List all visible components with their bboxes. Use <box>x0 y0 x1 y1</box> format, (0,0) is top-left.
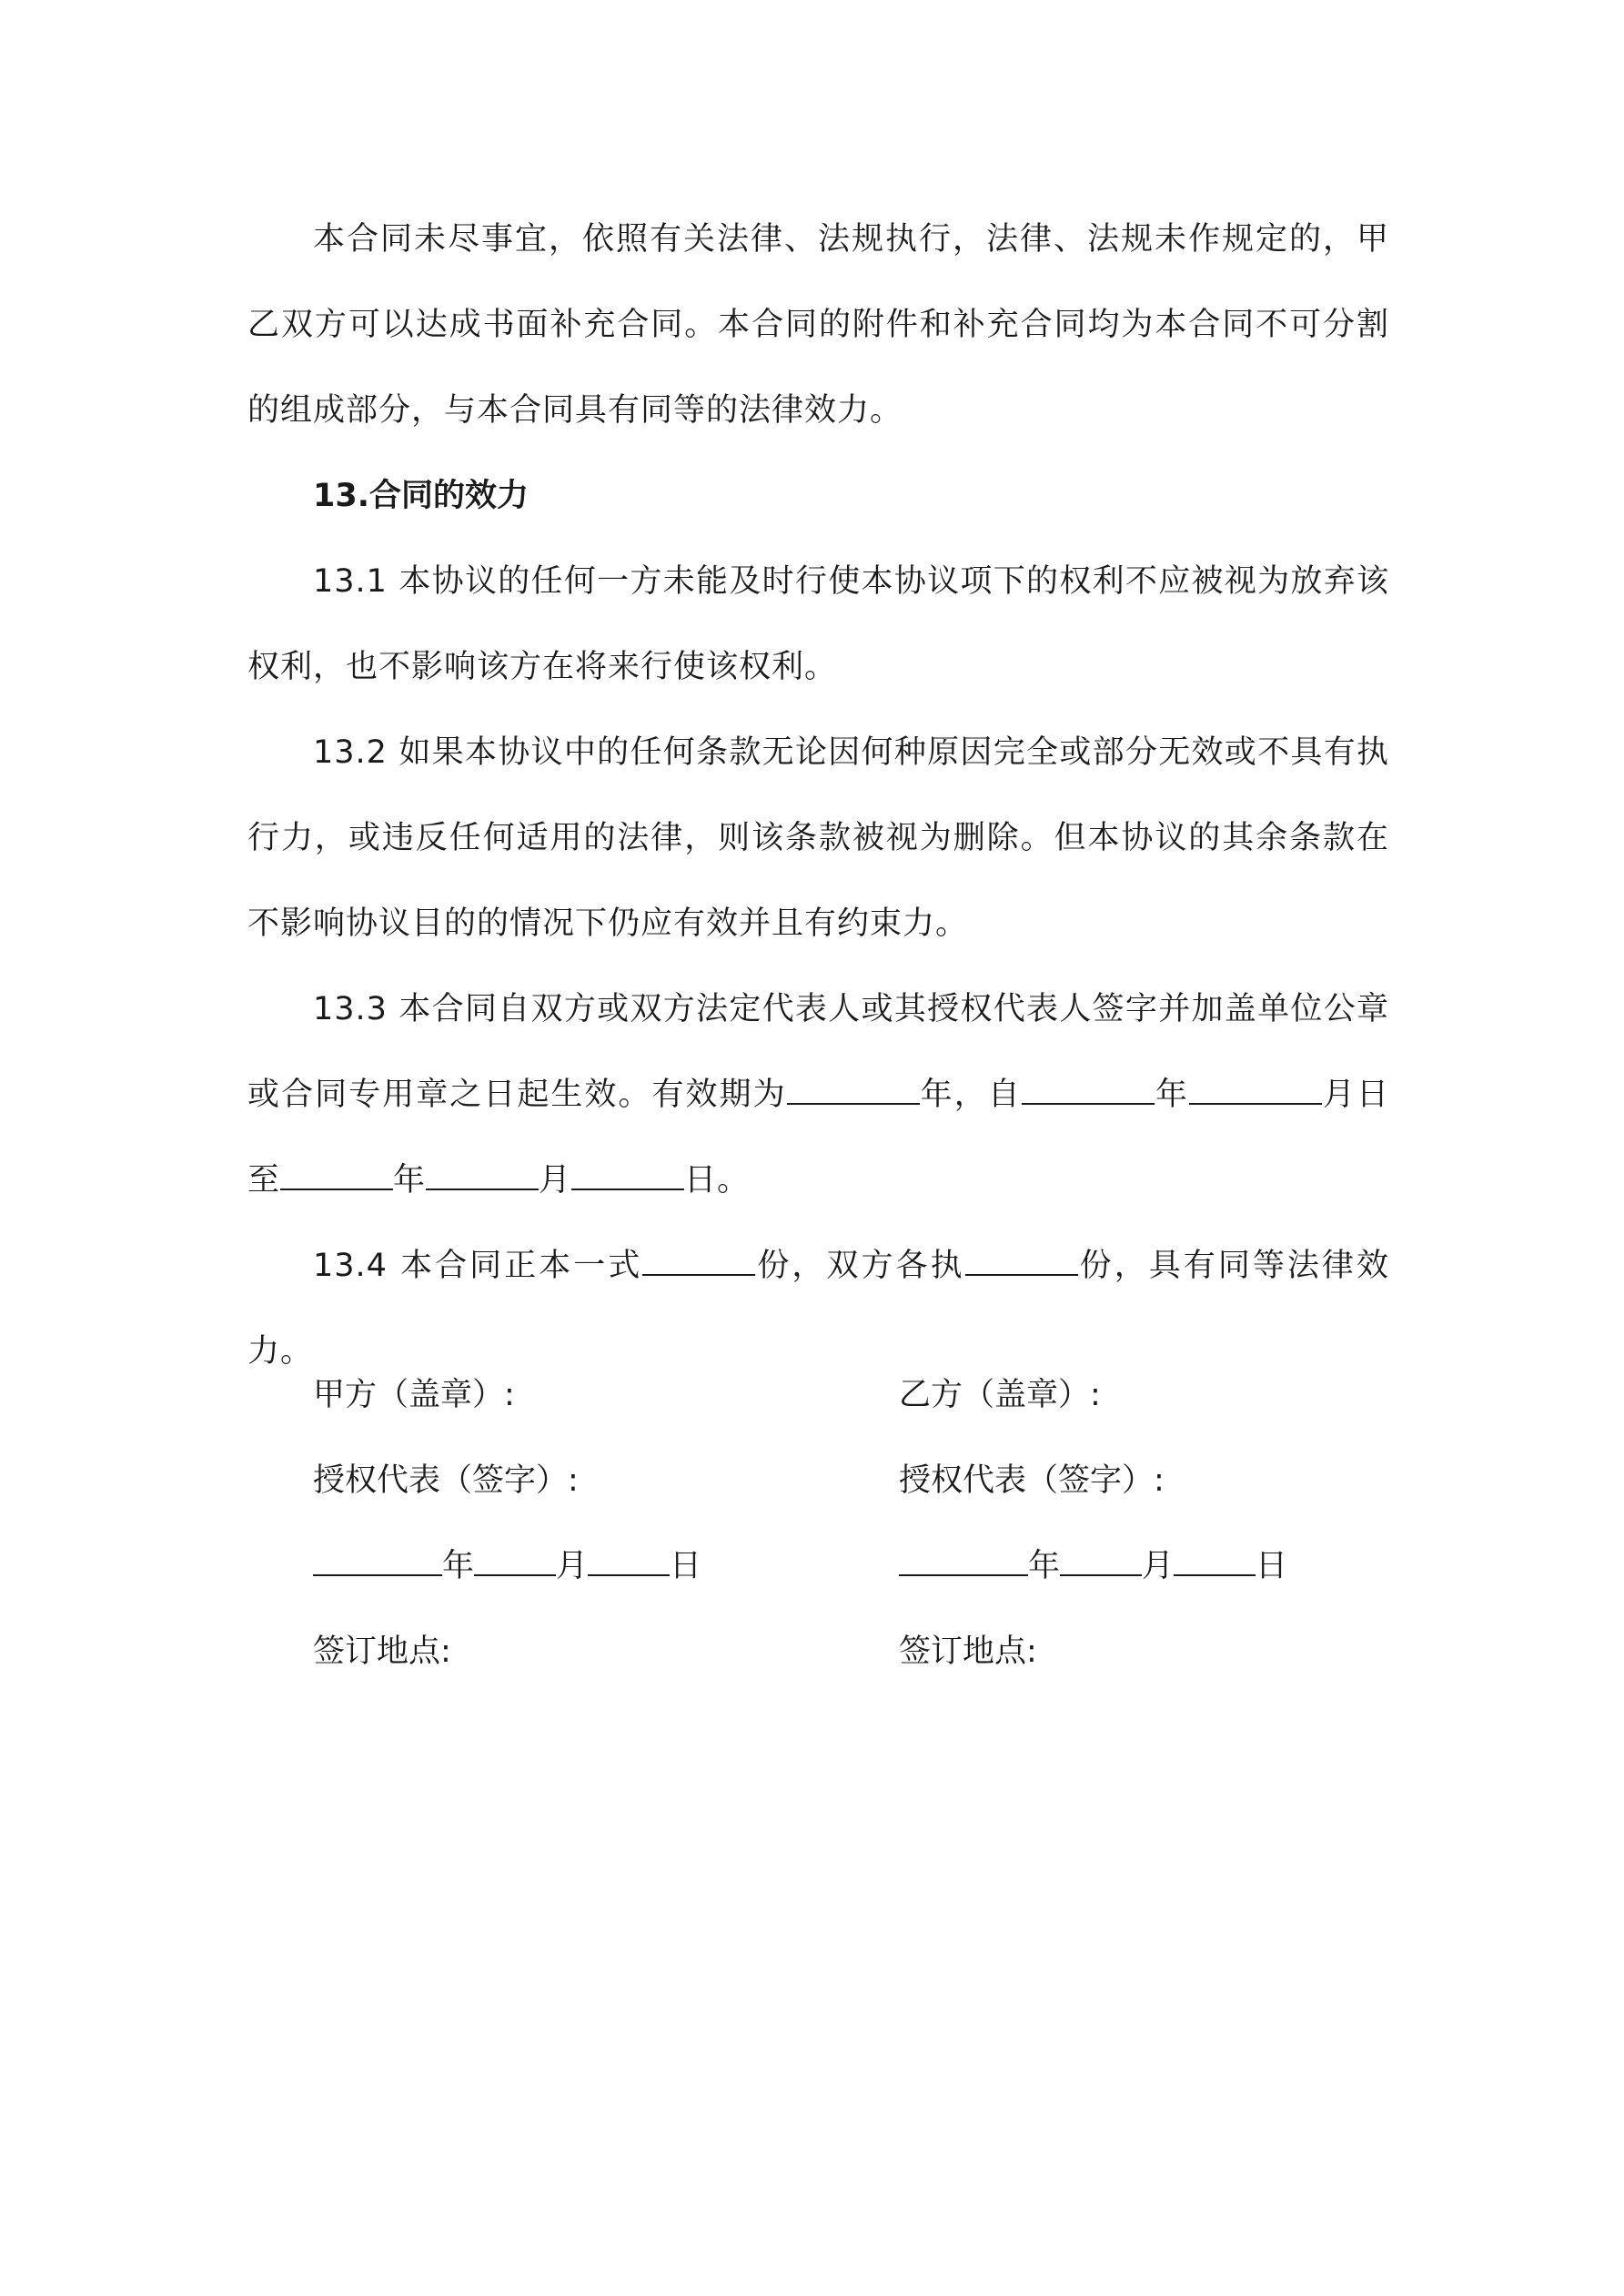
party-a-date-line <box>313 1523 701 1609</box>
clause-13-3-text-1: 13.3 本合同自双方或双方法定代表人或其授权代表人签字并加盖单位公章或合同专用章之日起生效。有效期为 <box>247 991 1389 1113</box>
party-b-place-label: 签订地点: <box>899 1633 1037 1670</box>
start-month-blank[interactable] <box>1189 1076 1322 1105</box>
party-b-rep-label: 授权代表（签字）: <box>899 1462 1165 1499</box>
clause-13-1: 13.1 本协议的任何一方未能及时行使本协议项下的权利不应被视为放弃该权利，也不影响该方在将来行使该权利。 <box>247 563 1389 685</box>
party-a-place-label: 签订地点: <box>313 1633 451 1670</box>
intro-paragraph: 本合同未尽事宜，依照有关法律、法规执行，法律、法规未作规定的，甲乙双方可以达成书面补充合同。本合同的附件和补充合同均为本合同不可分割的组成部分，与本合同具有同等的法律效力。 <box>247 221 1389 429</box>
clause-13-3-text-2: 年，自 <box>919 1077 1022 1113</box>
clause-13-2: 13.2 如果本协议中的任何条款无论因何种原因完全或部分无效或不具有执行力，或违反任何适用的法律，则该条款被视为删除。但本协议的其余条款在不影响协议目的的情况下仍应有效并且有约束力。 <box>247 734 1389 942</box>
party-a-month-blank[interactable] <box>474 1547 556 1576</box>
party-a-year-blank[interactable] <box>313 1547 442 1576</box>
clause-13-3-text-7: 日。 <box>684 1162 751 1199</box>
party-b-month-label: 月 <box>1142 1548 1175 1584</box>
party-a-year-label: 年 <box>442 1548 475 1584</box>
end-day-blank[interactable] <box>571 1161 684 1190</box>
section-13-heading: 13.合同的效力 <box>313 478 530 514</box>
party-b-year-label: 年 <box>1028 1548 1061 1584</box>
party-a-seal-label: 甲方（盖章）: <box>313 1377 515 1413</box>
copies-total-blank[interactable] <box>642 1247 755 1276</box>
party-b-day-blank[interactable] <box>1174 1547 1256 1576</box>
party-b-date-line <box>899 1523 1287 1609</box>
party-a-rep-label: 授权代表（签字）: <box>313 1462 579 1499</box>
party-a-day-label: 日 <box>670 1548 702 1584</box>
party-b-year-blank[interactable] <box>899 1547 1028 1576</box>
party-a-month-label: 月 <box>556 1548 589 1584</box>
end-month-blank[interactable] <box>426 1161 539 1190</box>
party-a-day-blank[interactable] <box>588 1547 670 1576</box>
clause-13-4-text-2: 份，双方各执 <box>755 1248 965 1284</box>
start-year-blank[interactable] <box>1022 1076 1155 1105</box>
clause-13-3-text-5: 年 <box>393 1162 427 1199</box>
validity-years-blank[interactable] <box>787 1076 920 1105</box>
clause-13-3-text-6: 月 <box>539 1162 572 1199</box>
party-b-day-label: 日 <box>1256 1548 1288 1584</box>
copies-each-blank[interactable] <box>965 1247 1078 1276</box>
party-b-seal-label: 乙方（盖章）: <box>899 1377 1101 1413</box>
clause-13-4-text-3: 份，具有同等法律效力。 <box>247 1248 1389 1370</box>
clause-13-3 <box>247 966 1389 1223</box>
clause-13-3-text-4: 月日至 <box>247 1077 1389 1199</box>
end-year-blank[interactable] <box>280 1161 393 1190</box>
clause-13-4-text-1: 13.4 本合同正本一式 <box>313 1248 643 1284</box>
party-b-month-blank[interactable] <box>1060 1547 1142 1576</box>
clause-13-3-text-3: 年 <box>1154 1077 1189 1113</box>
